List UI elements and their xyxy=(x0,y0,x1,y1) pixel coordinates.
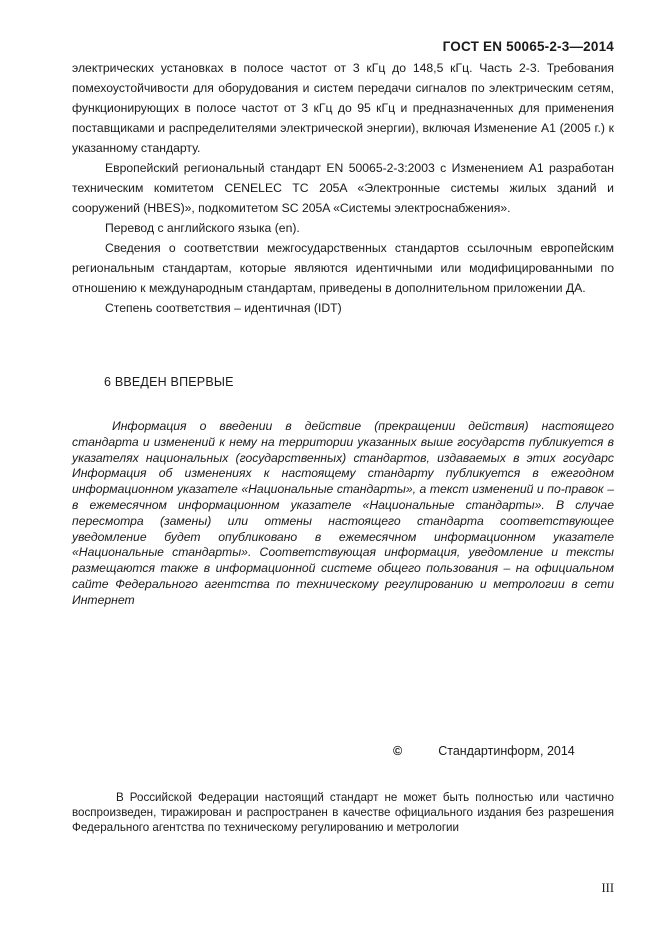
paragraph-standard-title-continuation: электрических установках в полосе частот от 3 кГц до 148,5 кГц. Часть 2-3. Требования помехоустойчивости для оборудования и систем передачи сигналов по электрическим сетям, функционирующих в полосе частот от 3 кГц до 95 кГц и предназначенных для применения поставщиками и распределителями электрической энергии), включая Изменение А1 (2005 г.) к указанному стандарту. xyxy=(72,61,614,155)
info-notice: Информация о введении в действие (прекращении действия) настоящего стандарта и изменений к нему на территории указанных выше государств публикуется в указателях национальных (государственных) стандартов, издаваемых в этих государс Информация об изменениях к настоящему стандарту публикуется в ежегодном информационном указателе «Национальные стандарты», а текст изменений и по-правок – в ежемесячном информационном указателе «Национальные стандарты». В случае пересмотра (замены) или отмены настоящего стандарта соответствующее уведомление будет опубликовано в ежемесячном информационном указателе «Национальные стандарты». Соответствующая информация, уведомление и тексты размещаются также в информационной системе общего пользования – на официальном сайте Федерального агентства по техническому регулированию и метрологии в сети Интернет xyxy=(72,419,614,607)
body-text xyxy=(72,58,614,318)
copyright-symbol: © xyxy=(393,744,403,758)
paragraph-degree-of-conformity: Степень соответствия – идентичная (IDT) xyxy=(105,301,342,315)
legal-notice: В Российской Федерации настоящий стандарт не может быть полностью или частично воспроизведен, тиражирован и распространен в качестве официального издания без разрешения Федерального агентства по техническому регулированию и метрологии xyxy=(72,791,614,835)
copyright-text: Стандартинформ, 2014 xyxy=(438,744,575,758)
page-number: III xyxy=(601,881,614,895)
paragraph-conformity-info: Сведения о соответствии межгосударственных стандартов ссылочным европейским региональным стандартам, которые являются идентичными или модифицированными по отношению к международным стандартам, приведены в дополнительном приложении ДА. xyxy=(72,241,614,295)
paragraph-european-standard: Европейский региональный стандарт EN 50065-2-3:2003 с Изменением А1 разработан техническим комитетом CENELEC TC 205A «Электронные системы жилых зданий и сооружений (HBES)», подкомитетом SC 205A «Системы электроснабжения». xyxy=(72,161,614,215)
section-introduced-first-time: 6 ВВЕДЕН ВПЕРВЫЕ xyxy=(104,375,234,389)
paragraph-translation: Перевод с английского языка (en). xyxy=(105,221,300,235)
document-code: ГОСТ EN 50065-2-3—2014 xyxy=(442,39,614,54)
copyright-line xyxy=(393,744,575,758)
